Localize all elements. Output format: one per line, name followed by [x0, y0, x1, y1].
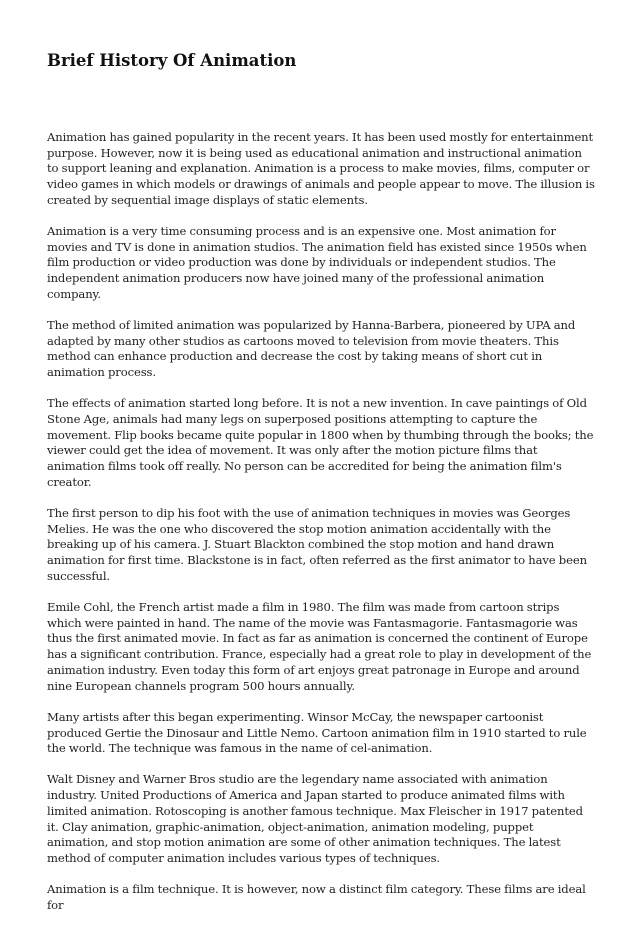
paragraph-1: Animation has gained popularity in the recent years. It has been used mostly for entertainment purpose. However, now it is being used as educational animation and instructional animation to support leaning and explanation. Animation is a process to make movies, films, computer or video games in which models or drawings of animals and people appear to move. The illusion is created by sequential image displays of static elements.: [47, 130, 595, 207]
document-page: [47, 0, 595, 912]
paragraph-4: The effects of animation started long before. It is not a new invention. In cave paintings of Old Stone Age, animals had many legs on superposed positions attempting to capture the movement. Flip books became quite popular in 1800 when by thumbing through the books; the viewer could get the idea of movement. It was only after the motion picture films that animation films took off really. No person can be accredited for being the animation film's creator.: [47, 396, 594, 489]
paragraph-5: The first person to dip his foot with the use of animation techniques in movies was Georges Melies. He was the one who discovered the stop motion animation accidentally with the breaking up of his camera. J. Stuart Blackton combined the stop motion and hand drawn animation for first time. Blackstone is in fact, often referred as the first animator to have been successful.: [47, 506, 587, 583]
paragraph-6: Emile Cohl, the French artist made a film in 1980. The film was made from cartoon strips which were painted in hand. The name of the movie was Fantasmagorie. Fantasmagorie was thus the first animated movie. In fact as far as animation is concerned the continent of Europe has a significant contribution. France, especially had a great role to play in development of the animation industry. Even today this form of art enjoys great patronage in Europe and around nine European channels program 500 hours annually.: [47, 600, 592, 693]
page-title: Brief History Of Animation: [47, 51, 297, 70]
paragraph-7: Many artists after this began experimenting. Winsor McCay, the newspaper cartoonist produced Gertie the Dinosaur and Little Nemo. Cartoon animation film in 1910 started to rule the world. The technique was famous in the name of cel-animation.: [47, 709, 587, 756]
paragraph-3: The method of limited animation was popularized by Hanna-Barbera, pioneered by UPA and adapted by many other studios as cartoons moved to television from movie theaters. This method can enhance production and decrease the cost by taking means of short cut in animation process.: [47, 318, 576, 380]
document-body: [47, 130, 595, 929]
paragraph-9: Animation is a film technique. It is however, now a distinct film category. These films are ideal for: [47, 882, 586, 912]
paragraph-2: Animation is a very time consuming process and is an expensive one. Most animation for movies and TV is done in animation studios. The animation field has existed since 1950s when film production or video production was done by individuals or independent studios. The independent animation producers now have joined many of the professional animation company.: [47, 224, 587, 301]
paragraph-8: Walt Disney and Warner Bros studio are the legendary name associated with animation industry. United Productions of America and Japan started to produce animated films with limited animation. Rotoscoping is another famous technique. Max Fleischer in 1917 patented it. Clay animation, graphic-animation, object-animation, animation modeling, puppet animation, and stop motion animation are some of other animation techniques. The latest method of computer animation includes various types of techniques.: [47, 772, 583, 865]
